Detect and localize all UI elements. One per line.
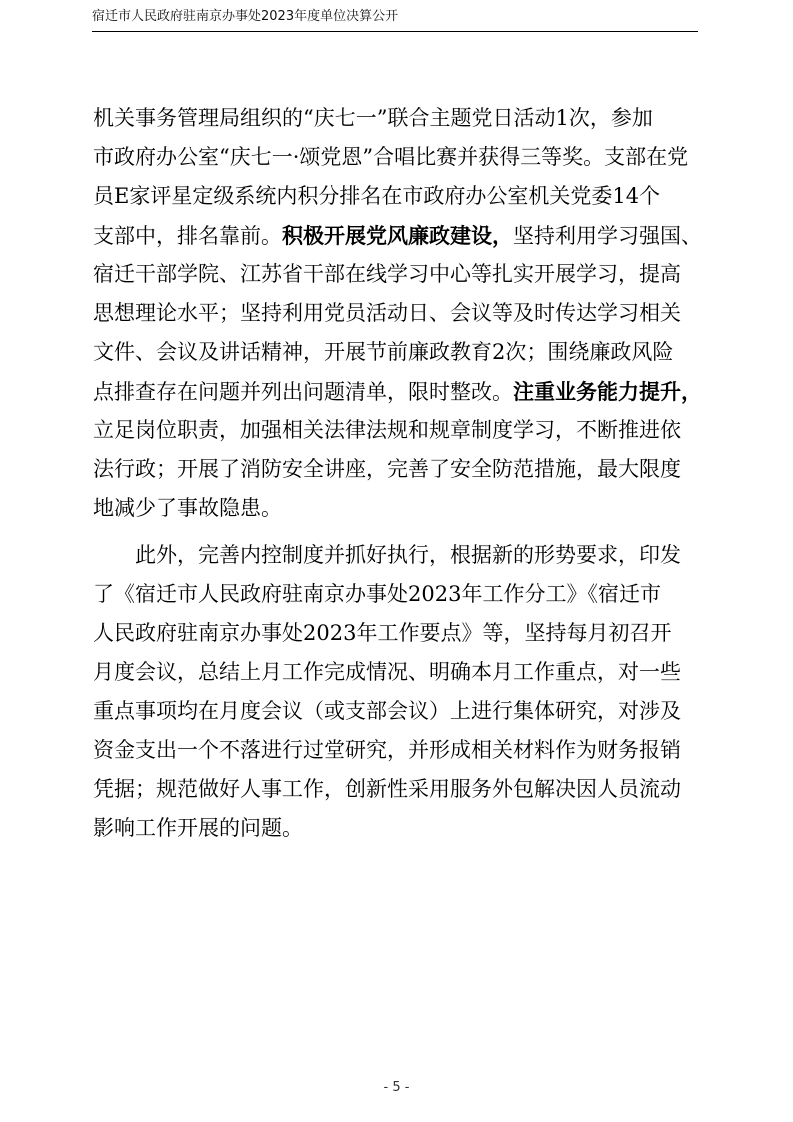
text-run: 员E家评星定级系统内积分排名在市政府办公室机关党委14个 — [93, 184, 661, 208]
text-line — [93, 138, 705, 177]
text-run: 法行政；开展了消防安全讲座，完善了安全防范措施，最大限度 — [93, 457, 681, 481]
paragraph — [93, 99, 705, 528]
paragraph — [93, 536, 705, 848]
text-run: 机关事务管理局组织的“庆七一”联合主题党日活动1次，参加 — [93, 106, 653, 130]
text-run: 影响工作开展的问题。 — [93, 816, 303, 840]
text-run: 人民政府驻南京办事处2023年工作要点》等，坚持每月初召开 — [93, 621, 672, 645]
text-line — [93, 255, 705, 294]
text-line — [93, 333, 705, 372]
text-line — [93, 177, 705, 216]
text-run: 支部中，排名靠前。 — [93, 224, 282, 248]
text-line — [93, 99, 705, 138]
text-run: 点排查存在问题并列出问题清单，限时整改。 — [93, 380, 513, 404]
bold-heading-run: 积极开展党风廉政建设， — [282, 223, 513, 248]
text-run: 月度会议，总结上月工作完成情况、明确本月工作重点，对一些 — [93, 660, 681, 684]
document-body — [93, 99, 705, 848]
text-line — [93, 770, 705, 809]
text-line — [93, 692, 705, 731]
page-number: - 5 - — [383, 1080, 410, 1095]
text-run: 文件、会议及讲话精神，开展节前廉政教育2次；围绕廉政风险 — [93, 340, 674, 364]
paragraph-gap — [93, 528, 705, 536]
header-divider — [92, 31, 698, 32]
text-line — [93, 809, 705, 848]
text-run: 重点事项均在月度会议（或支部会议）上进行集体研究，对涉及 — [93, 699, 681, 723]
text-line — [93, 731, 705, 770]
text-run: 立足岗位职责，加强相关法律法规和规章制度学习，不断推进依 — [93, 418, 681, 442]
text-line — [93, 294, 705, 333]
text-run: 思想理论水平；坚持利用党员活动日、会议等及时传达学习相关 — [93, 301, 681, 325]
text-run: 凭据；规范做好人事工作，创新性采用服务外包解决因人员流动 — [93, 777, 681, 801]
text-line — [93, 450, 705, 489]
text-line — [93, 489, 705, 528]
text-run: 坚持利用学习强国、 — [513, 224, 702, 248]
text-run: 此外，完善内控制度并抓好执行，根据新的形势要求，印发 — [93, 543, 681, 567]
text-run: 了《宿迁市人民政府驻南京办事处2023年工作分工》《宿迁市 — [93, 582, 661, 606]
text-line — [93, 536, 705, 575]
page-header-title: 宿迁市人民政府驻南京办事处2023年度单位决算公开 — [92, 9, 399, 24]
text-line — [93, 653, 705, 692]
text-run: 市政府办公室“庆七一·颂党恩”合唱比赛并获得三等奖。支部在党 — [93, 145, 689, 169]
text-line — [93, 216, 705, 255]
text-line — [93, 372, 705, 411]
text-run: 地减少了事故隐患。 — [93, 496, 282, 520]
text-line — [93, 614, 705, 653]
text-run: 资金支出一个不落进行过堂研究，并形成相关材料作为财务报销 — [93, 738, 681, 762]
bold-heading-run: 注重业务能力提升， — [513, 379, 702, 404]
text-line — [93, 411, 705, 450]
text-line — [93, 575, 705, 614]
text-run: 宿迁干部学院、江苏省干部在线学习中心等扎实开展学习，提高 — [93, 262, 681, 286]
